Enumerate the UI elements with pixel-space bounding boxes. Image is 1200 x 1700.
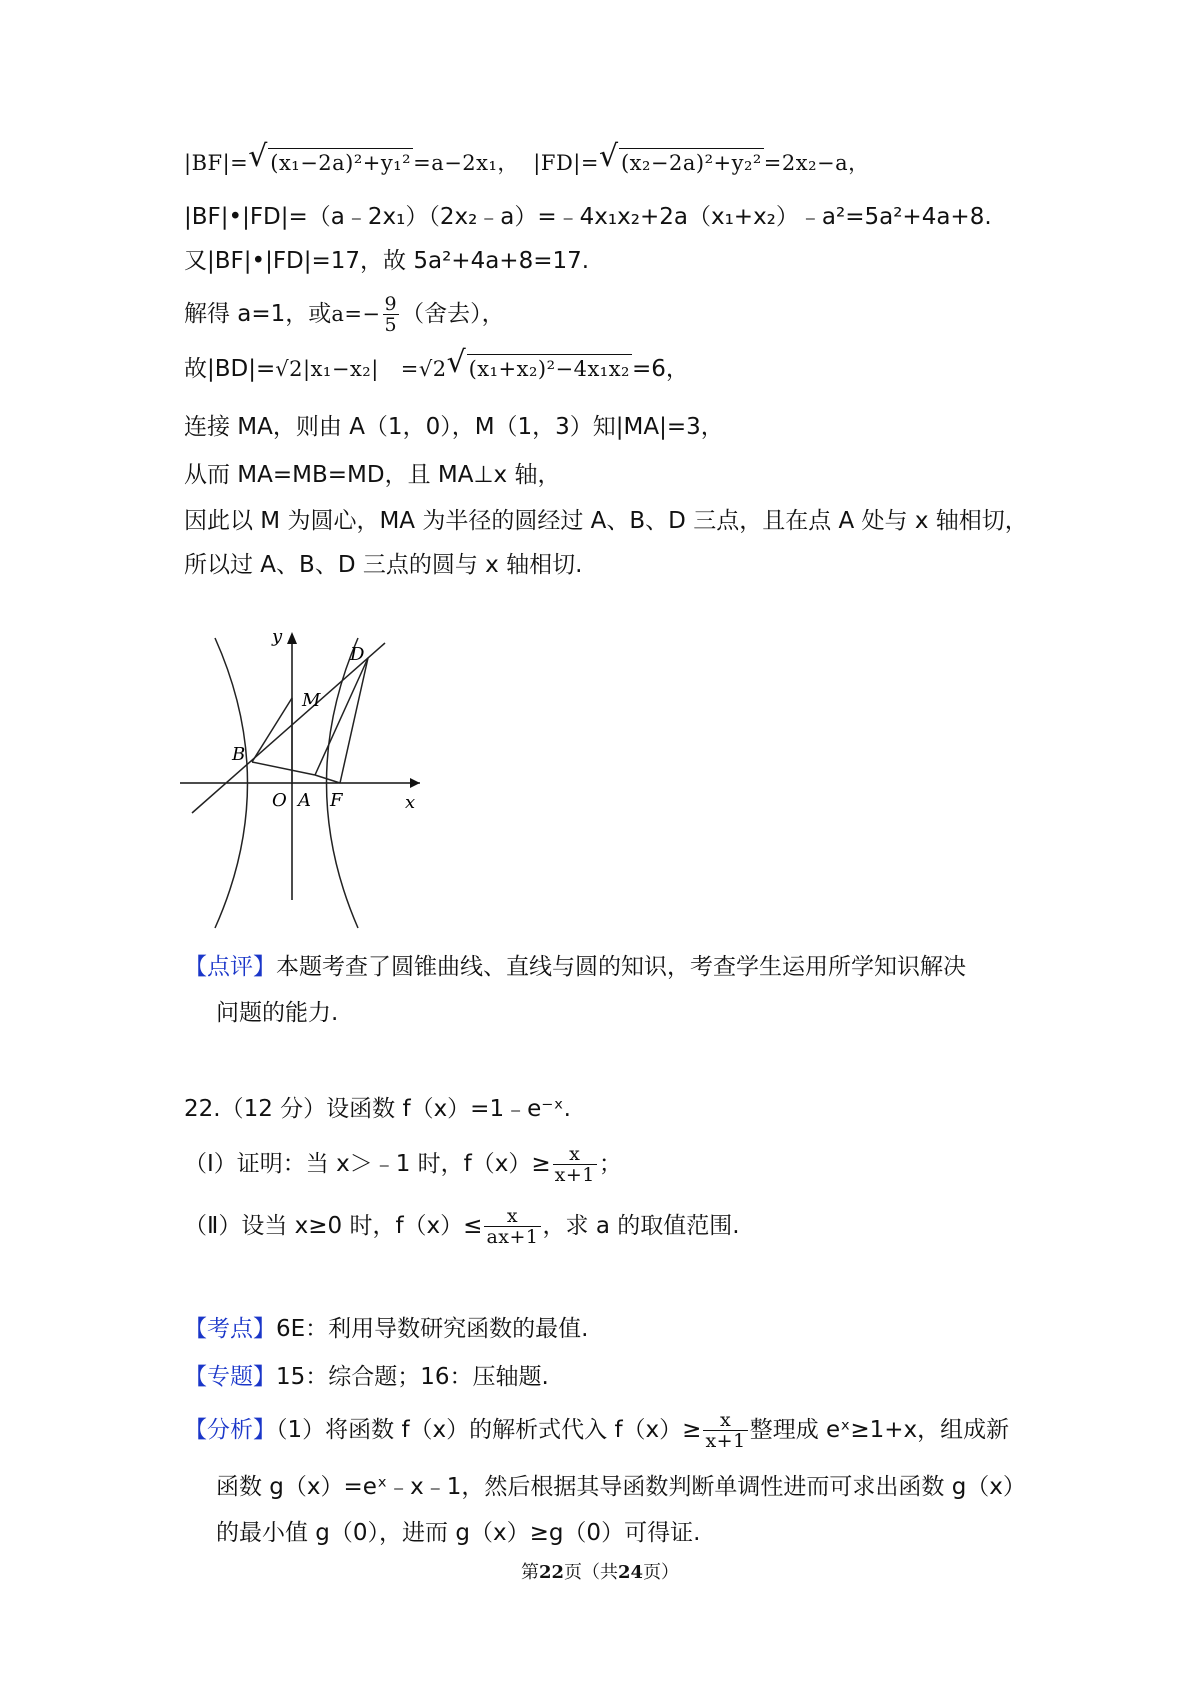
equation-line: 又|BF|•|FD|=17，故 5a²+4a+8=17. <box>184 248 590 274</box>
solution-pre: 解得 a=1，或 <box>184 301 332 327</box>
bd-line <box>184 352 689 386</box>
part2-post: ，求 a 的取值范围. <box>542 1213 740 1239</box>
footer-page-number: 22 <box>538 1562 564 1583</box>
bf-fd-line <box>184 146 870 180</box>
conclusion-line: 所以过 A、B、D 三点的圆与 x 轴相切. <box>184 552 583 578</box>
part2-pre: （Ⅱ）设当 x≥0 时，f（x）≤ <box>184 1213 483 1239</box>
footer-mid: 页（共 <box>564 1562 618 1583</box>
kaodian-tag: 【考点】 <box>184 1316 276 1342</box>
fraction-nine-fifths <box>383 294 400 335</box>
radicand-fd: (x₂−2a)²+y₂² <box>619 148 764 177</box>
zhuanti-text: 15：综合题；16：压轴题. <box>276 1364 549 1390</box>
footer-total-pages: 24 <box>618 1562 644 1583</box>
label-m: M <box>302 690 321 711</box>
solution-line <box>184 294 505 335</box>
review-line-2: 问题的能力. <box>216 1000 339 1026</box>
frac-den: x+1 <box>554 1164 595 1186</box>
solution-post: （舍去）， <box>401 301 505 327</box>
fenxi-text1-post: 整理成 eˣ≥1+x，组成新 <box>749 1417 1010 1443</box>
problem-22-title: 22.（12 分）设函数 f（x）=1﹣e⁻ˣ. <box>184 1096 571 1122</box>
line-bd <box>192 643 385 813</box>
part1-pre: （Ⅰ）证明：当 x＞﹣1 时，f（x）≥ <box>184 1151 551 1177</box>
review-line-1 <box>184 950 966 984</box>
segment-fd <box>315 658 368 775</box>
zhuanti-tag: 【专题】 <box>184 1364 276 1390</box>
label-x: x <box>405 792 416 813</box>
fd-label: |FD|= <box>533 151 599 175</box>
bd-mid: √2|x₁−x₂| <box>275 357 379 381</box>
frac-num: x <box>553 1144 597 1165</box>
bf-label: |BF|= <box>184 151 249 175</box>
fraction-fenxi <box>703 1410 747 1451</box>
problem-22-part1 <box>184 1144 622 1185</box>
fenxi-line-3: 的最小值 g（0），进而 g（x）≥g（0）可得证. <box>216 1520 701 1546</box>
label-b: B <box>232 744 246 765</box>
segment-ba <box>252 762 315 775</box>
review-tag: 【点评】 <box>184 954 276 980</box>
fd-result: =2x₂−a， <box>763 151 870 175</box>
frac-num: x <box>703 1410 747 1431</box>
sqrt-bd <box>447 352 632 386</box>
label-d: D <box>350 644 365 665</box>
fenxi-line-2: 函数 g（x）=eˣ﹣x﹣1，然后根据其导函数判断单调性进而可求出函数 g（x） <box>216 1474 1026 1500</box>
ma-mb-md-line: 从而 MA=MB=MD，且 MA⊥x 轴， <box>184 462 561 488</box>
solution-a: a=− <box>331 302 381 326</box>
bf-result: =a−2x₁， <box>413 151 519 175</box>
fraction-x-over-x-plus-1 <box>553 1144 597 1185</box>
segment-af <box>315 775 340 783</box>
footer-post: 页） <box>643 1562 680 1583</box>
bd-post: =6， <box>631 356 689 382</box>
radicand-bf: (x₁−2a)²+y₁² <box>268 148 413 177</box>
label-o: O <box>272 790 287 811</box>
kaodian-line <box>184 1312 588 1346</box>
frac-den: ax+1 <box>486 1226 539 1248</box>
fenxi-line-1 <box>184 1410 1009 1451</box>
frac-num: 9 <box>384 293 398 315</box>
label-f: F <box>330 790 343 811</box>
zhuanti-line <box>184 1360 549 1394</box>
footer-pre: 第 <box>520 1562 539 1583</box>
y-axis-arrow <box>287 632 297 644</box>
frac-den: 5 <box>384 314 398 336</box>
fenxi-tag: 【分析】 <box>184 1417 276 1443</box>
bd-pre: 故|BD|= <box>184 356 276 382</box>
radicand-bd: (x₁+x₂)²−4x₁x₂ <box>467 354 632 383</box>
kaodian-text: 6E：利用导数研究函数的最值. <box>276 1316 589 1342</box>
frac-den: x+1 <box>705 1430 746 1452</box>
review-text: 本题考查了圆锥曲线、直线与圆的知识，考查学生运用所学知识解决 <box>276 954 966 980</box>
circle-line: 因此以 M 为圆心，MA 为半径的圆经过 A、B、D 三点，且在点 A 处与 x 轴相切， <box>184 508 1028 534</box>
fraction-x-over-ax-plus-1 <box>484 1206 540 1247</box>
fenxi-text1-pre: （1）将函数 f（x）的解析式代入 f（x）≥ <box>276 1417 702 1443</box>
label-a: A <box>298 790 311 811</box>
hyperbola-figure <box>180 628 430 933</box>
frac-num: x <box>484 1206 540 1227</box>
bd-eq: =√2 <box>400 357 447 381</box>
problem-22-part2 <box>184 1206 740 1247</box>
sqrt-bf <box>248 146 413 180</box>
product-line: |BF|•|FD|=（a﹣2x₁）（2x₂﹣a）=﹣4x₁x₂+2a（x₁+x₂）﹣a²=5a²+4a+8. <box>184 204 992 230</box>
x-axis-arrow <box>410 778 420 788</box>
connect-ma-line: 连接 MA，则由 A（1，0），M（1，3）知|MA|=3， <box>184 414 724 440</box>
sqrt-fd <box>599 146 764 180</box>
part1-post: ； <box>598 1151 622 1177</box>
label-y: y <box>272 628 283 647</box>
page-footer <box>0 1558 1200 1584</box>
